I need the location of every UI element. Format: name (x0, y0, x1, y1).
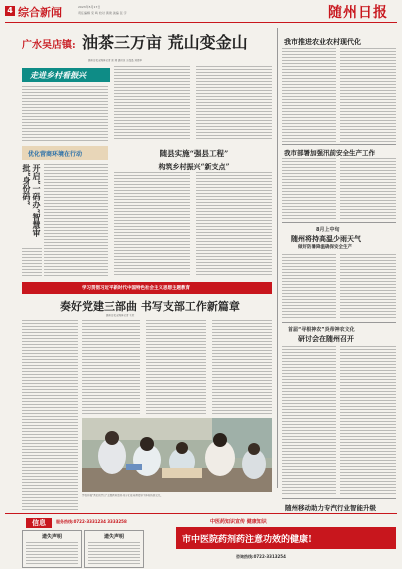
masthead (0, 0, 402, 22)
ad-banner-text: 市中医院药剂药注意功效的健康! (182, 535, 312, 545)
right-head-5: 随州移动助力专汽行业智能升级 (285, 504, 376, 512)
mid-text-col1 (114, 172, 190, 276)
section-title: 综合新闻 (18, 6, 62, 19)
notice-text-1 (26, 542, 78, 566)
notice-text-2 (88, 542, 140, 566)
mid-headline (124, 148, 264, 172)
top-headline-kicker: 广水吴店镇: (22, 40, 76, 51)
mid-headline-main: 随县实施“强县工程” (159, 149, 229, 158)
right-head-3-sub: 做好防暑降温确保安全生产 (298, 245, 352, 250)
side-feature-text (44, 164, 108, 276)
photo-caption: 学校开展“我们的节日”主题教育活动,孩子们在老师指导下体验传统文化。 (82, 494, 163, 497)
info-tag: 信息 (26, 518, 52, 528)
top-byline: 随州日报全媒体记者 张 翔 通讯员 万晶晶 刘德华 (88, 59, 142, 62)
right-text-2b (340, 158, 396, 220)
notice-box-1 (22, 530, 82, 568)
mid-headline-sub: 构筑乡村振兴“新支点” (158, 162, 230, 171)
ad-top-line: 中医药知识宣传 健康知识 (210, 519, 267, 525)
ad-contact: 咨询热线:0722-3313254 (236, 554, 286, 559)
right-column-divider (277, 28, 278, 488)
right-text-1a (282, 48, 336, 142)
right-head-4-small: 首届“寻根神农”炎帝神农文化 (288, 327, 355, 333)
top-article-text-col2 (114, 66, 190, 141)
feature-photo (82, 418, 272, 492)
right-head-3-small: 8月上中旬 (316, 227, 340, 233)
feature-headline: 奏好党建三部曲 书写支部工作新篇章 (60, 300, 240, 313)
right-head-1: 我市推进农业农村现代化 (284, 37, 361, 46)
right-text-3b (340, 254, 396, 320)
notice-box-2 (84, 530, 144, 568)
feature-text-col3 (146, 320, 206, 414)
notice-title-1: 遗失声明 (41, 534, 62, 540)
side-feature-text-2 (22, 248, 42, 276)
top-article-text-col3 (196, 66, 272, 141)
column-banner-title: 走进乡村看振兴 (30, 70, 86, 80)
right-divider-4 (282, 498, 396, 499)
right-text-4b (340, 346, 396, 496)
right-head-4: 研讨会在随州召开 (298, 334, 354, 343)
ad-banner (176, 527, 396, 549)
issue-line: 2023年5月17日 (78, 5, 101, 9)
top-headline-block (22, 28, 272, 54)
editors-line: 责任编辑 宋 鸣 校对 黄建 美编 张 宇 (78, 11, 127, 15)
lower-banner-title: 学习贯彻习近平新时代中国特色社会主义思想主题教育 (82, 286, 190, 291)
column-banner (22, 68, 110, 82)
service-phone: 服务热线:0722-3331234 3333258 (56, 519, 127, 524)
top-article-text-col1 (22, 86, 108, 141)
feature-text-col2 (82, 320, 140, 414)
right-text-1b (340, 48, 396, 142)
feature-text-col1 (22, 320, 78, 510)
masthead-rule (5, 22, 397, 23)
newspaper-logo: 随州日报 (328, 5, 388, 21)
right-divider-1 (282, 144, 396, 145)
side-feature-banner (22, 146, 108, 160)
lower-banner (22, 282, 272, 294)
right-head-3: 随州将持高温少雨天气 (291, 234, 361, 243)
feature-text-col4 (212, 320, 272, 414)
mid-text-col2 (196, 172, 272, 276)
classroom-photo (82, 418, 272, 492)
side-feature-headline: 开启“一码办”智慧审批“身份码” (22, 164, 42, 238)
side-feature-banner-title: 优化营商环境在行动 (28, 151, 83, 158)
top-headline: 油茶三万亩 荒山变金山 (82, 33, 248, 52)
right-text-2a (282, 158, 336, 220)
right-text-4a (282, 346, 336, 496)
right-text-3a (282, 254, 336, 320)
notice-title-2: 遗失声明 (103, 534, 124, 540)
right-divider-2 (282, 222, 396, 223)
bottom-rule (5, 513, 397, 514)
right-divider-3 (282, 322, 396, 323)
page-number-box: 4 (5, 6, 15, 16)
feature-byline: 随州日报全媒体记者 王欣 (106, 314, 135, 317)
right-head-2: 我市部署加强汛前安全生产工作 (284, 149, 375, 157)
